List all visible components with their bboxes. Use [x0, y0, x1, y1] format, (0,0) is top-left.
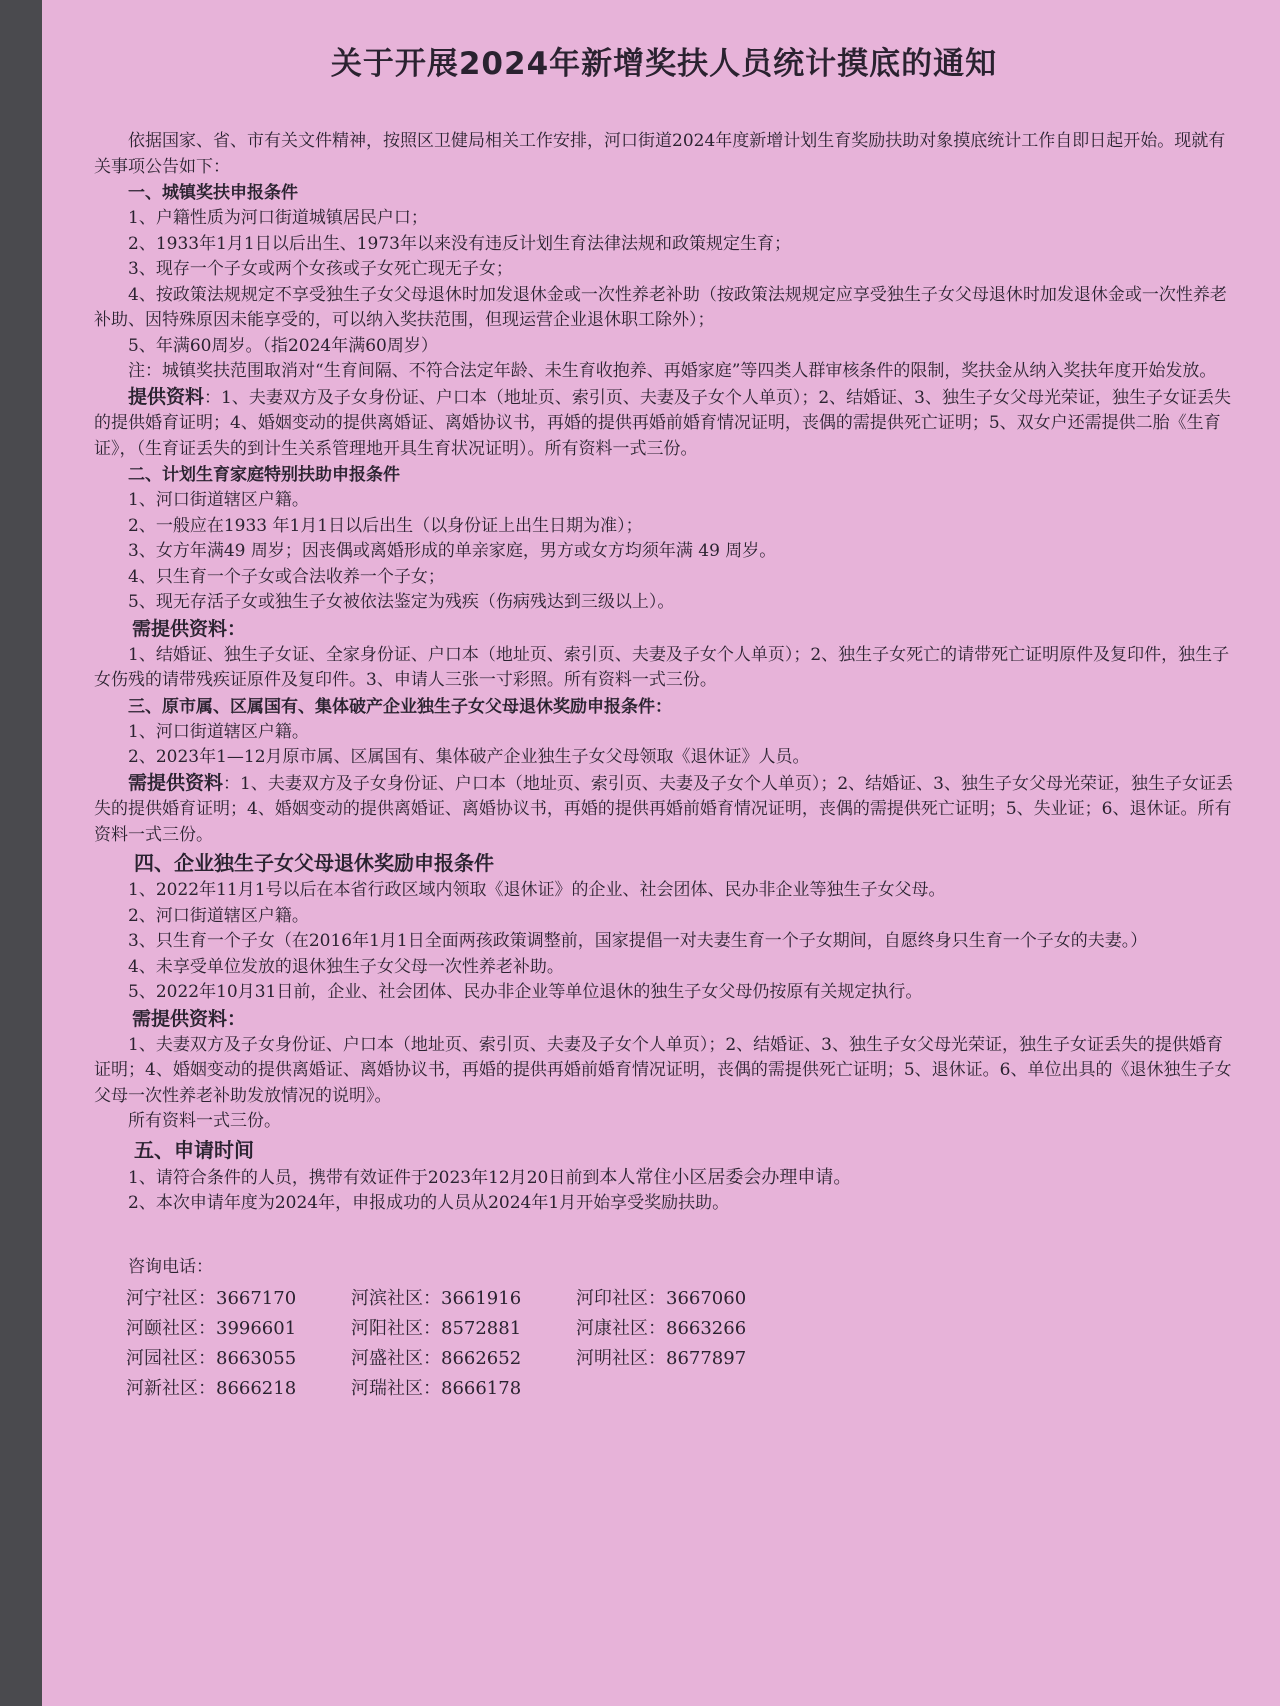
- contact-entry: 河印社区：3667060: [576, 1288, 747, 1309]
- s5-item-1-text: 1、请符合条件的人员，携带有效证件于2023年12月20日前到: [128, 1167, 600, 1188]
- intro-paragraph: 依据国家、省、市有关文件精神，按照区卫健局相关工作安排，河口街道2024年度新增计划生育奖励扶助对象摸底统计工作自即日起开始。现就有关事项公告如下：: [94, 131, 1226, 177]
- contact-entry: 河明社区：8677897: [576, 1348, 747, 1369]
- s5-item-2: 2、本次申请年度为2024年，申报成功的人员从2024年1月开始享受奖励扶助。: [128, 1193, 730, 1213]
- s4-item: 4、未享受单位发放的退休独生子女父母一次性养老补助。: [128, 956, 564, 977]
- s1-materials: [94, 385, 1234, 463]
- contact-entry: 河宁社区：3667170: [126, 1288, 297, 1309]
- section-1-heading: 一、城镇奖扶申报条件: [128, 183, 298, 203]
- contact-entry: 河新社区：8666218: [126, 1378, 297, 1399]
- contact-entry: 河阳社区：8572881: [351, 1318, 522, 1339]
- s1-item: 1、户籍性质为河口街道城镇居民户口；: [128, 208, 428, 228]
- s4-item: 3、只生育一个子女（在2016年1月1日全面两孩政策调整前，国家提倡一对夫妻生育一个子女期间，自愿终身只生育一个子女的夫妻。）: [128, 931, 1148, 951]
- notice-title: 关于开展2024年新增奖扶人员统计摸底的通知: [330, 46, 998, 82]
- s5-item-1: [94, 1165, 1234, 1192]
- contact-entry: 河颐社区：3996601: [126, 1318, 297, 1339]
- contact-entry: 河盛社区：8662652: [351, 1348, 522, 1369]
- s3-item: 1、河口街道辖区户籍。: [128, 721, 309, 742]
- s1-item: 2、1933年1月1日以后出生、1973年以来没有违反计划生育法律法规和政策规定生育；: [128, 233, 791, 254]
- s3-materials: [94, 771, 1234, 849]
- s2-materials: 1、结婚证、独生子女证、全家身份证、户口本（地址页、索引页、夫妻及子女个人单页）；2、独生子女死亡的请带死亡证明原件及复印件，独生子女伤残的请带残疾证原件及复印件。3、申请人三张一寸彩照。所有资料一式三份。: [94, 644, 1230, 690]
- s1-item: 4、按政策法规规定不享受独生子女父母退休时加发退休金或一次性养老补助（按政策法规规定应享受独生子女父母退休时加发退休金或一次性养老补助、因特殊原因未能享受的，可以纳入奖扶范围，但现运营企业退休职工除外）；: [94, 284, 1227, 330]
- s2-item: 2、一般应在1933 年1月1日以后出生（以身份证上出生日期为准）；: [128, 515, 643, 536]
- s1-materials-text: ：1、夫妻双方及子女身份证、户口本（地址页、索引页、夫妻及子女个人单页）；2、结婚证、3、独生子女父母光荣证，独生子女证丢失的提供婚育证明；4、婚姻变动的提供离婚证、离婚协议书，再婚的提供再婚前婚育情况证明，丧偶的需提供死亡证明；5、双女户还需提供二胎《生育证》，（生育证丢失的到计生关系管理地开具生育状况证明）。所有资料一式三份。: [94, 387, 1231, 459]
- s3-materials-label: 需提供资料: [128, 771, 224, 794]
- s4-materials-label: 需提供资料：: [132, 1007, 247, 1030]
- contacts-row: [126, 1374, 1234, 1404]
- s3-materials-text: ：1、夫妻双方及子女身份证、户口本（地址页、索引页、夫妻及子女个人单页）；2、结婚证、3、独生子女父母光荣证，独生子女证丢失的提供婚育证明；4、婚姻变动的提供离婚证、离婚协议书，再婚的提供再婚前婚育情况证明，丧偶的需提供死亡证明；5、失业证；6、退休证。所有资料一式三份。: [94, 773, 1233, 845]
- s5-item-1-emph: 本人常住小区居委会办理申请。: [599, 1166, 852, 1188]
- contact-entry: 河康社区：8663266: [576, 1318, 747, 1339]
- s1-note: 注：城镇奖扶范围取消对“生育间隔、不符合法定年龄、未生育收抱养、再婚家庭”等四类人群审核条件的限制，奖扶金从纳入奖扶年度开始发放。: [128, 361, 1217, 381]
- contacts-row: [126, 1284, 1234, 1314]
- s2-item: 4、只生育一个子女或合法收养一个子女；: [128, 566, 445, 587]
- s4-item: 5、2022年10月31日前，企业、社会团体、民办非企业等单位退休的独生子女父母仍按原有关规定执行。: [128, 982, 923, 1002]
- s1-item: 3、现存一个子女或两个女孩或子女死亡现无子女；: [128, 259, 513, 279]
- s3-item: 2、2023年1—12月原市属、区属国有、集体破产企业独生子女父母领取《退休证》人员。: [128, 747, 810, 767]
- section-4-heading: 四、企业独生子女父母退休奖励申报条件: [134, 851, 494, 875]
- section-5-heading: 五、申请时间: [134, 1137, 254, 1162]
- contact-entry: 河瑞社区：8666178: [351, 1378, 522, 1399]
- section-3-heading: 三、原市属、区属国有、集体破产企业独生子女父母退休奖励申报条件：: [128, 696, 672, 717]
- s4-item: 1、2022年11月1号以后在本省行政区域内领取《退休证》的企业、社会团体、民办非企业等独生子女父母。: [128, 880, 946, 900]
- s2-materials-label: 需提供资料：: [132, 617, 247, 640]
- section-2-heading: 二、计划生育家庭特别扶助申报条件: [128, 465, 400, 485]
- s1-item: 5、年满60周岁。（指2024年满60周岁）: [128, 335, 438, 356]
- contacts-row: [126, 1314, 1234, 1344]
- contacts-list: [94, 1284, 1234, 1404]
- s2-item: 1、河口街道辖区户籍。: [128, 490, 309, 510]
- contact-entry: 河滨社区：3661916: [351, 1288, 522, 1309]
- s4-materials-end: 所有资料一式三份。: [128, 1111, 281, 1131]
- contacts-row: [126, 1344, 1234, 1374]
- s2-item: 3、女方年满49 周岁；因丧偶或离婚形成的单亲家庭，男方或女方均须年满 49 周岁。: [128, 541, 777, 561]
- contact-entry: 河园社区：8663055: [126, 1348, 297, 1369]
- contacts-title: 咨询电话：: [128, 1256, 213, 1277]
- s4-materials: 1、夫妻双方及子女身份证、户口本（地址页、索引页、夫妻及子女个人单页）；2、结婚证、3、独生子女父母光荣证，独生子女证丢失的提供婚育证明；4、婚姻变动的提供离婚证、离婚协议书，再婚的提供再婚前婚育情况证明，丧偶的需提供死亡证明；5、退休证。6、单位出具的《退休独生子女父母一次性养老补助发放情况的说明》。: [94, 1034, 1232, 1106]
- s2-item: 5、现无存活子女或独生子女被依法鉴定为残疾（伤病残达到三级以上）。: [128, 592, 675, 612]
- notice-paper: [42, 0, 1280, 1706]
- s1-materials-label: 提供资料: [128, 385, 205, 408]
- s4-item: 2、河口街道辖区户籍。: [128, 905, 309, 926]
